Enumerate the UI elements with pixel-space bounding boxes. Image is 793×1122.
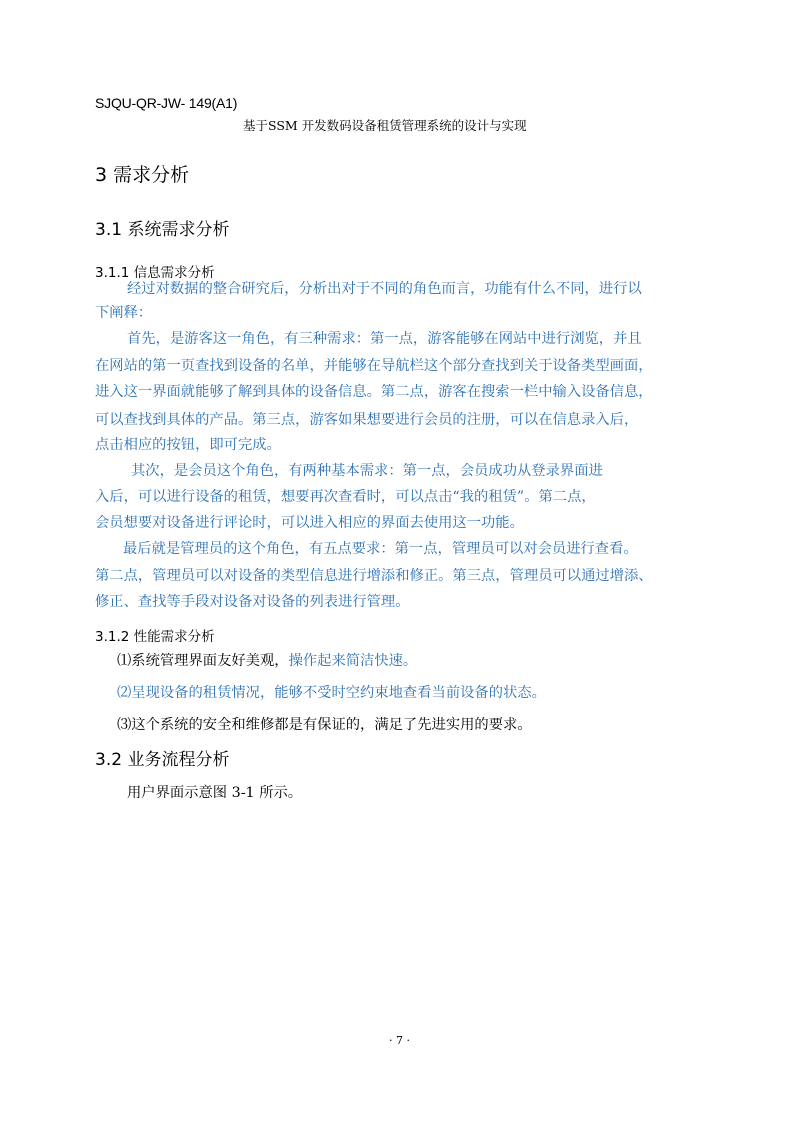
paragraph-line: 修正、查找等手段对设备对设备的列表进行管理。 bbox=[95, 594, 410, 610]
page-number: · 7 · bbox=[389, 1034, 410, 1047]
list-item: ⑶这个系统的安全和维修都是有保证的，满足了先进实用的要求。 bbox=[117, 717, 532, 733]
paragraph-line: 首先，是游客这一角色，有三种需求：第一点，游客能够在网站中进行浏览，并且 bbox=[127, 331, 642, 347]
paragraph-line: 第二点，管理员可以对设备的类型信息进行增添和修正。第三点，管理员可以通过增添、 bbox=[95, 568, 653, 584]
section-heading-3-2: 3.2 业务流程分析 bbox=[95, 750, 230, 770]
list-item: ⑵呈现设备的租赁情况，能够不受时空约束地查看当前设备的状态。 bbox=[117, 685, 546, 701]
list-item-text: ⑴系统管理界面友好美观， bbox=[117, 653, 289, 669]
list-item bbox=[117, 650, 417, 670]
subsection-heading-3-1-2: 3.1.2 性能需求分析 bbox=[95, 629, 215, 645]
paragraph-line: 入后，可以进行设备的租赁，想要再次查看时，可以点击“我的租赁”。第二点， bbox=[95, 489, 596, 505]
paragraph-line: 下阐释： bbox=[95, 305, 153, 321]
paragraph-line: 经过对数据的整合研究后，分析出对于不同的角色而言，功能有什么不同，进行以 bbox=[127, 281, 642, 297]
list-item-text: 操作起来简洁快速。 bbox=[288, 653, 418, 669]
subsection-heading-3-1-1: 3.1.1 信息需求分析 bbox=[95, 265, 215, 281]
paragraph-line: 点击相应的按钮，即可完成。 bbox=[95, 437, 281, 453]
paragraph-line: 其次，是会员这个角色，有两种基本需求：第一点，会员成功从登录界面进 bbox=[131, 463, 603, 479]
chapter-heading: 3 需求分析 bbox=[95, 164, 190, 186]
document-code: SJQU-QR-JW- 149(A1) bbox=[95, 95, 238, 111]
paragraph-line: 可以查找到具体的产品。第三点，游客如果想要进行会员的注册，可以在信息录入后， bbox=[95, 412, 639, 428]
section-heading-3-1: 3.1 系统需求分析 bbox=[95, 220, 230, 240]
paragraph-line: 会员想要对设备进行评论时，可以进入相应的界面去使用这一功能。 bbox=[95, 515, 524, 531]
running-title: 基于SSM 开发数码设备租赁管理系统的设计与实现 bbox=[243, 118, 527, 133]
paragraph-line: 进入这一界面就能够了解到具体的设备信息。第二点，游客在搜索一栏中输入设备信息， bbox=[95, 384, 653, 400]
paragraph-line: 用户界面示意图 3-1 所示。 bbox=[127, 785, 303, 801]
paragraph-line: 最后就是管理员的这个角色，有五点要求：第一点，管理员可以对会员进行查看。 bbox=[123, 541, 638, 557]
paragraph-line: 在网站的第一页查找到设备的名单，并能够在导航栏这个部分查找到关于设备类型画面， bbox=[95, 358, 653, 374]
